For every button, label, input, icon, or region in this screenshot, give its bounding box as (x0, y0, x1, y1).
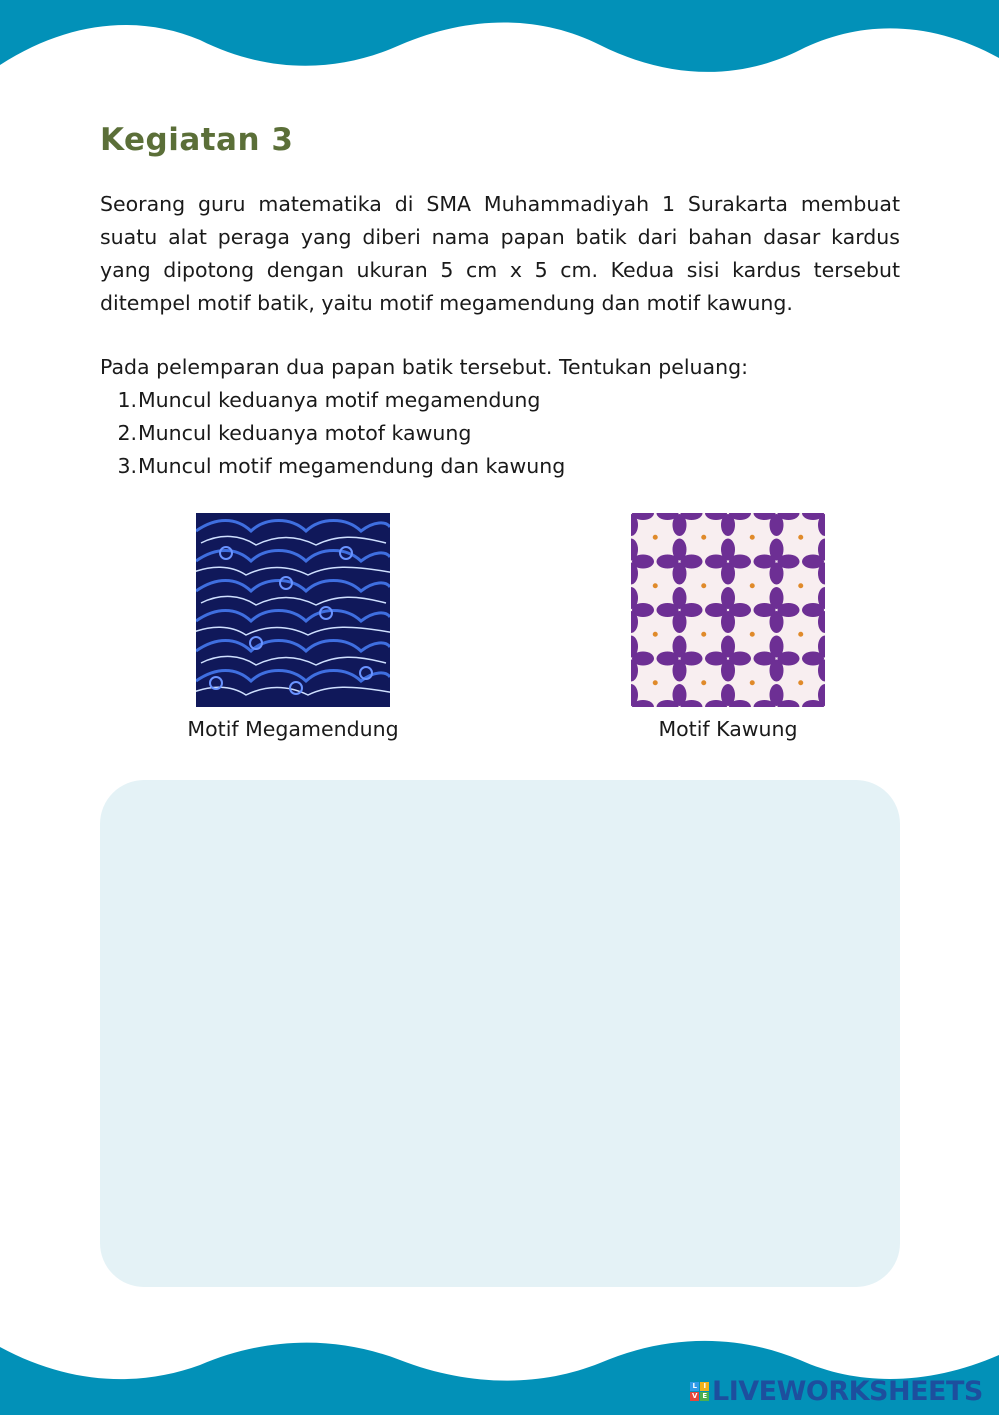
page-title: Kegiatan 3 (100, 122, 294, 158)
megamendung-pattern-icon (196, 513, 390, 707)
kawung-petal (673, 514, 687, 536)
kawung-petal (770, 684, 784, 706)
top-wave-shape (0, 0, 999, 72)
kawung-pattern-icon (631, 513, 825, 707)
kawung-dot (653, 535, 658, 540)
kawung-petal (721, 563, 735, 585)
kawung-petal (770, 660, 784, 682)
megamendung-caption: Motif Megamendung (187, 717, 399, 741)
kawung-petal (770, 514, 784, 536)
brand-logo-letter: L (690, 1382, 699, 1391)
kawung-petal (673, 636, 687, 658)
kawung-petal (721, 611, 735, 633)
brand-logo-letter: I (700, 1382, 709, 1391)
kawung-dot (750, 680, 755, 685)
problem-paragraph: Seorang guru matematika di SMA Muhammadiyah 1 Surakarta membuat suatu alat peraga yang diberi nama papan batik dari bahan dasar kardus yang dipotong dengan ukuran 5 cm x 5 cm. Kedua sisi kardus tersebut ditempel motif batik, yaitu motif megamendung dan motif kawung. (100, 192, 900, 315)
kawung-petal (770, 587, 784, 609)
kawung-petal (673, 611, 687, 633)
list-item-text: Muncul motif megamendung dan kawung (138, 454, 566, 478)
list-item (100, 384, 565, 417)
kawung-dot (750, 632, 755, 637)
kawung-dot (798, 583, 803, 588)
kawung-petal (721, 660, 735, 682)
kawung-dot (701, 535, 706, 540)
kawung-petal (673, 587, 687, 609)
list-item-number: 2. (117, 421, 137, 445)
brand-logo-letter: E (700, 1392, 709, 1401)
kawung-petal (721, 539, 735, 561)
list-item-number: 3. (117, 454, 137, 478)
kawung-petal (721, 514, 735, 536)
answer-box[interactable] (100, 780, 900, 1287)
list-item (100, 417, 565, 450)
kawung-petal (721, 636, 735, 658)
kawung-caption: Motif Kawung (658, 717, 798, 741)
kawung-petal (770, 539, 784, 561)
brand-logo-icon (690, 1382, 709, 1401)
kawung-petal (721, 684, 735, 706)
list-item-text: Muncul keduanya motif megamendung (138, 388, 541, 412)
kawung-dot (701, 680, 706, 685)
kawung-petal (770, 636, 784, 658)
kawung-dot (798, 535, 803, 540)
list-item (100, 450, 565, 483)
question-list (100, 384, 565, 483)
kawung-petal (673, 563, 687, 585)
kawung-petal (721, 587, 735, 609)
kawung-dot (750, 535, 755, 540)
kawung-dot (653, 583, 658, 588)
top-wave-border (0, 0, 999, 90)
kawung-petal (673, 660, 687, 682)
kawung-dot (750, 583, 755, 588)
kawung-petal (770, 563, 784, 585)
kawung-dot (653, 632, 658, 637)
kawung-petal (673, 539, 687, 561)
megamendung-image (196, 513, 390, 707)
kawung-dot (653, 680, 658, 685)
kawung-petal (673, 684, 687, 706)
liveworksheets-logo (690, 1376, 983, 1407)
question-text: Pada pelemparan dua papan batik tersebut. Tentukan peluang: (100, 355, 749, 379)
kawung-dot (701, 583, 706, 588)
kawung-dot (798, 680, 803, 685)
brand-name: LIVEWORKSHEETS (712, 1376, 983, 1407)
list-item-number: 1. (117, 388, 137, 412)
list-item-text: Muncul keduanya motof kawung (138, 421, 472, 445)
kawung-dot (701, 632, 706, 637)
kawung-dot (798, 632, 803, 637)
kawung-image (631, 513, 825, 707)
kawung-petal (770, 611, 784, 633)
brand-logo-letter: V (690, 1392, 699, 1401)
